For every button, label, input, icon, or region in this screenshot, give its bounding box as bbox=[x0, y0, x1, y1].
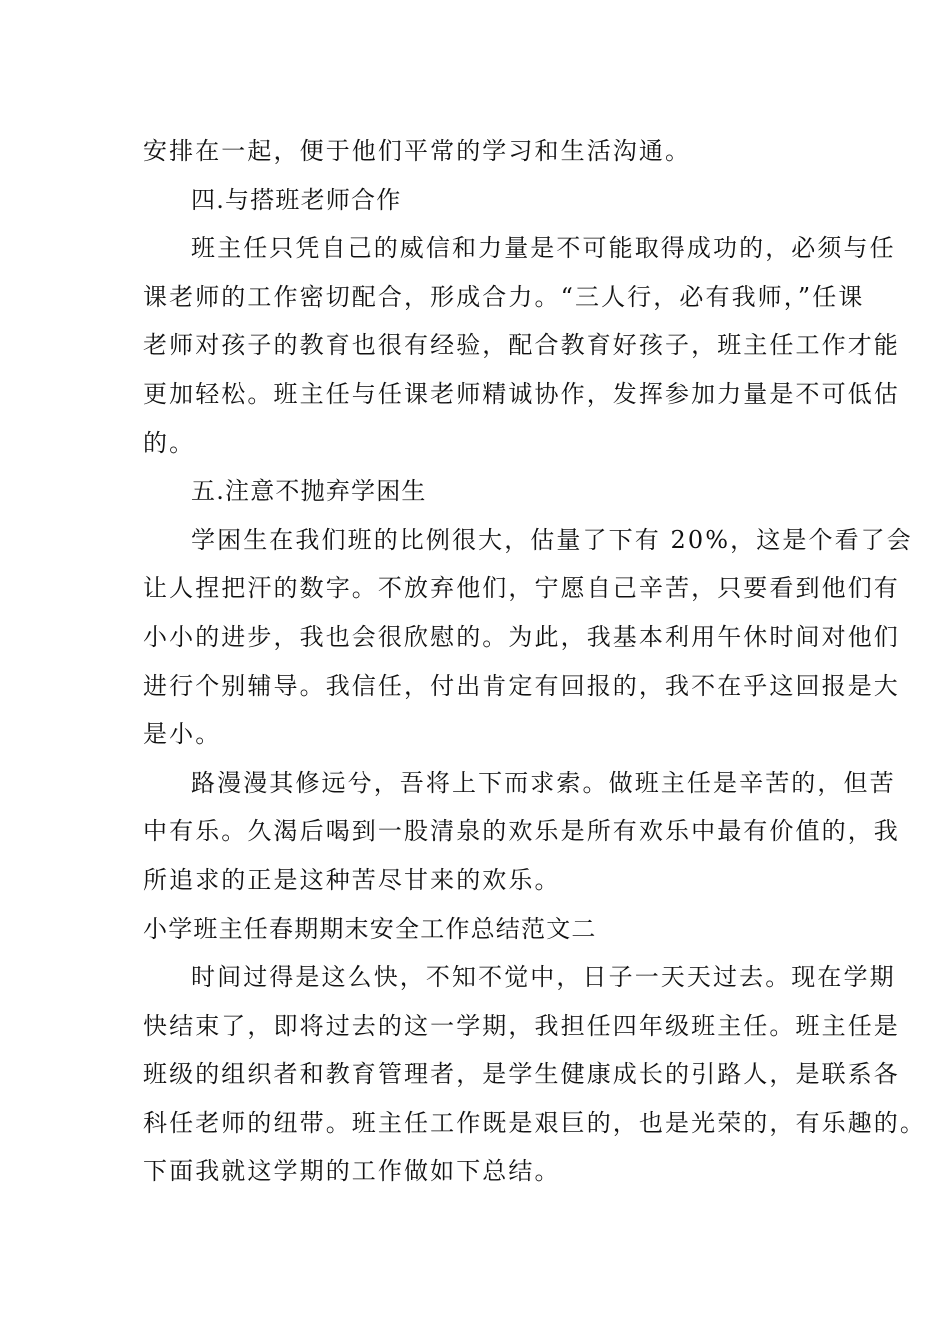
paragraph-line: 安排在一起，便于他们平常的学习和生活沟通。 bbox=[143, 137, 692, 165]
paragraph-line: 路漫漫其修远兮，吾将上下而求索。做班主任是辛苦的，但苦 bbox=[191, 768, 896, 797]
paragraph-line: 班主任只凭自己的威信和力量是不可能取得成功的，必须与任 bbox=[191, 234, 896, 263]
paragraph-line: 中有乐。久渴后喝到一股清泉的欢乐是所有欢乐中最有价值的，我 bbox=[143, 817, 900, 846]
paragraph-line: 是小。 bbox=[143, 720, 222, 749]
section-heading: 五.注意不抛弃学困生 bbox=[191, 477, 427, 506]
paragraph-line: 小小的进步，我也会很欣慰的。为此，我基本利用午休时间对他们 bbox=[143, 622, 900, 651]
paragraph-line: 老师对孩子的教育也很有经验，配合教育好孩子，班主任工作才能 bbox=[143, 331, 900, 360]
paragraph-line: 科任老师的纽带。班主任工作既是艰巨的，也是光荣的，有乐趣的。 bbox=[143, 1108, 926, 1137]
paragraph-line: 下面我就这学期的工作做如下总结。 bbox=[143, 1157, 561, 1186]
paragraph-line: 所追求的正是这种苦尽甘来的欢乐。 bbox=[143, 865, 561, 894]
paragraph-line: 进行个别辅导。我信任，付出肯定有回报的，我不在乎这回报是大 bbox=[143, 671, 900, 700]
paragraph-line: 让人捏把汗的数字。不放弃他们，宁愿自己辛苦，只要看到他们有 bbox=[143, 574, 900, 603]
section-heading: 四.与搭班老师合作 bbox=[191, 185, 402, 214]
document-title: 小学班主任春期期末安全工作总结范文二 bbox=[143, 914, 597, 943]
paragraph-line: 课老师的工作密切配合，形成合力。“三人行，必有我师，”任课 bbox=[143, 282, 865, 311]
paragraph-line: 快结束了，即将过去的这一学期，我担任四年级班主任。班主任是 bbox=[143, 1011, 900, 1040]
paragraph-line: 时间过得是这么快，不知不觉中，日子一天天过去。现在学期 bbox=[191, 963, 896, 992]
paragraph-line: 班级的组织者和教育管理者，是学生健康成长的引路人，是联系各 bbox=[143, 1060, 900, 1089]
paragraph-line: 的。 bbox=[143, 428, 196, 457]
paragraph-line: 学困生在我们班的比例很大，估量了下有 20%，这是个看了会 bbox=[191, 525, 913, 554]
paragraph-line: 更加轻松。班主任与任课老师精诚协作，发挥参加力量是不可低估 bbox=[143, 379, 900, 408]
